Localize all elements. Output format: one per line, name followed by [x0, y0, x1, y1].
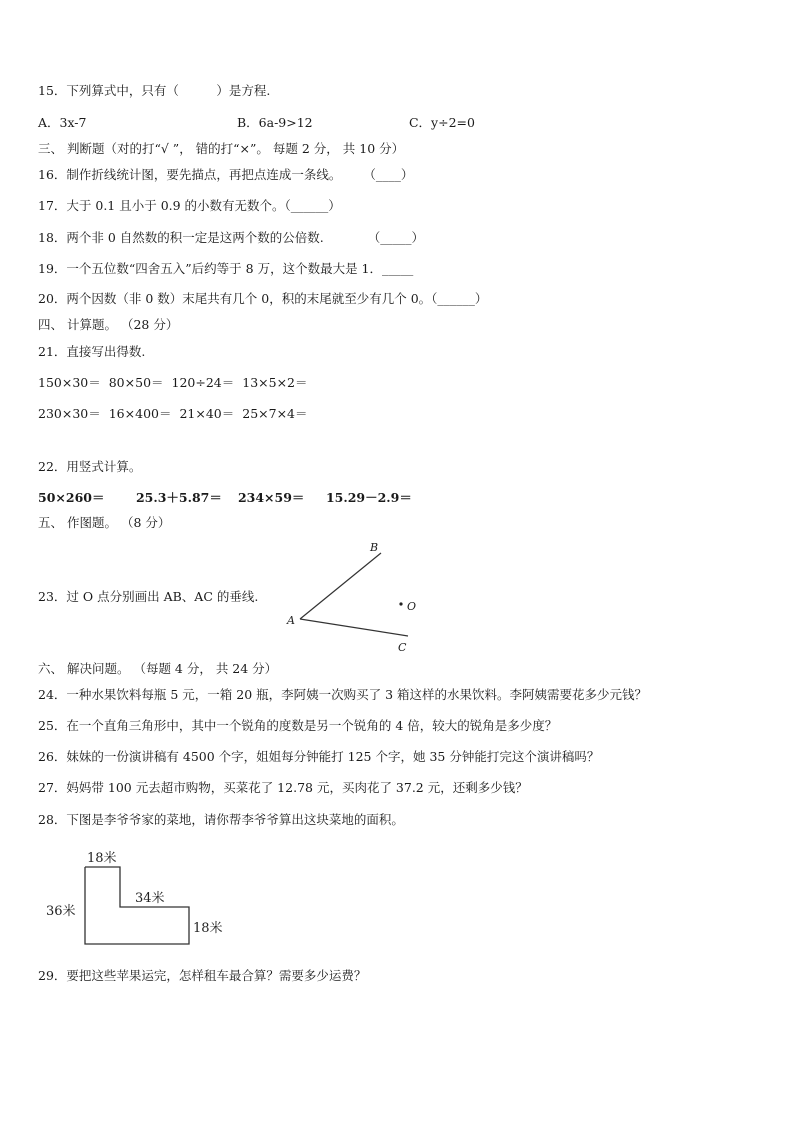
vcalc-item: 15.29－2.9＝	[325, 490, 412, 505]
question-19: 19．一个五位数“四舍五入”后约等于 8 万，这个数最大是 1．_____	[38, 261, 414, 276]
ray-ab	[300, 553, 381, 619]
calc-item: 25×7×4＝	[242, 406, 308, 421]
question-16	[38, 167, 413, 183]
calc-item: 80×50＝	[108, 375, 164, 390]
option-c: C．y÷2=0	[408, 115, 475, 130]
calc-item: 21×40＝	[179, 406, 235, 421]
vcalc-item: 234×59＝	[237, 490, 305, 505]
question-23: 23．过 O 点分别画出 AB、AC 的垂线.	[38, 589, 259, 604]
vcalc-item: 50×260＝	[38, 490, 105, 505]
point-o	[399, 602, 402, 605]
vcalc-item: 25.3＋5.87＝	[135, 490, 222, 505]
question-27: 27．妈妈带 100 元去超市购物，买菜花了 12.78 元，买肉花了 37.2 元，还剩多少钱？	[38, 780, 528, 795]
question-25: 25．在一个直角三角形中，其中一个锐角的度数是另一个锐角的 4 倍，较大的锐角是多少度？	[38, 718, 558, 733]
calc-item: 230×30＝	[38, 406, 101, 421]
garden-figure	[40, 845, 240, 950]
label-o: O	[407, 600, 417, 613]
answer-paren-18: （_____）	[367, 230, 425, 245]
label-a: A	[287, 614, 295, 627]
label-middle: 34米	[135, 891, 165, 906]
vertical-calc-row	[38, 490, 412, 506]
calc-row-1	[38, 375, 312, 391]
question-18-text: 18．两个非 0 自然数的积一定是这两个数的公倍数.	[38, 230, 324, 245]
question-26: 26．妹妹的一份演讲稿有 4500 个字，姐姐每分钟能打 125 个字，她 35 分钟能打完这个演讲稿吗？	[38, 749, 600, 764]
label-right: 18米	[193, 921, 223, 936]
calc-row-2	[38, 406, 312, 422]
calc-item: 16×400＝	[108, 406, 172, 421]
calc-item: 150×30＝	[38, 375, 101, 390]
question-24: 24．一种水果饮料每瓶 5 元，一箱 20 瓶，李阿姨一次购买了 3 箱这样的水果饮料。李阿姨需要花多少元钱？	[38, 687, 648, 702]
question-21: 21．直接写出得数.	[38, 344, 146, 359]
question-17: 17．大于 0.1 且小于 0.9 的小数有无数个。（______）	[38, 198, 341, 213]
ray-ac	[300, 619, 408, 636]
label-b: B	[370, 541, 379, 554]
section-6-title: 六、 解决问题。 （每题 4 分， 共 24 分）	[38, 661, 278, 676]
option-b: B．6a-9>12	[236, 115, 313, 130]
question-15-options	[38, 115, 475, 131]
angle-figure	[280, 535, 430, 660]
section-5-title: 五、 作图题。 （8 分）	[38, 515, 171, 530]
section-3-title: 三、 判断题（对的打“√ ”， 错的打“×”。 每题 2 分， 共 10 分）	[38, 141, 405, 156]
question-22: 22．用竖式计算。	[38, 459, 142, 474]
option-a: A．3x-7	[38, 115, 87, 130]
question-29: 29．要把这些苹果运完，怎样租车最合算？需要多少运费？	[38, 968, 367, 983]
question-20: 20．两个因数（非 0 数）末尾共有几个 0，积的末尾就至少有几个 0。（______）	[38, 291, 488, 306]
question-16-text: 16．制作折线统计图，要先描点，再把点连成一条线。	[38, 167, 342, 182]
question-28: 28．下图是李爷爷家的菜地，请你帮李爷爷算出这块菜地的面积。	[38, 812, 404, 827]
answer-paren-16: （____）	[363, 167, 414, 182]
label-c: C	[398, 641, 407, 654]
calc-item: 120÷24＝	[171, 375, 235, 390]
calc-item: 13×5×2＝	[242, 375, 308, 390]
question-18	[38, 230, 424, 246]
question-15-text: 15．下列算式中，只有（ ）是方程.	[38, 83, 271, 98]
question-15	[38, 83, 270, 99]
section-4-title: 四、 计算题。 （28 分）	[38, 317, 179, 332]
label-top: 18米	[87, 851, 117, 866]
label-left: 36米	[46, 904, 76, 919]
